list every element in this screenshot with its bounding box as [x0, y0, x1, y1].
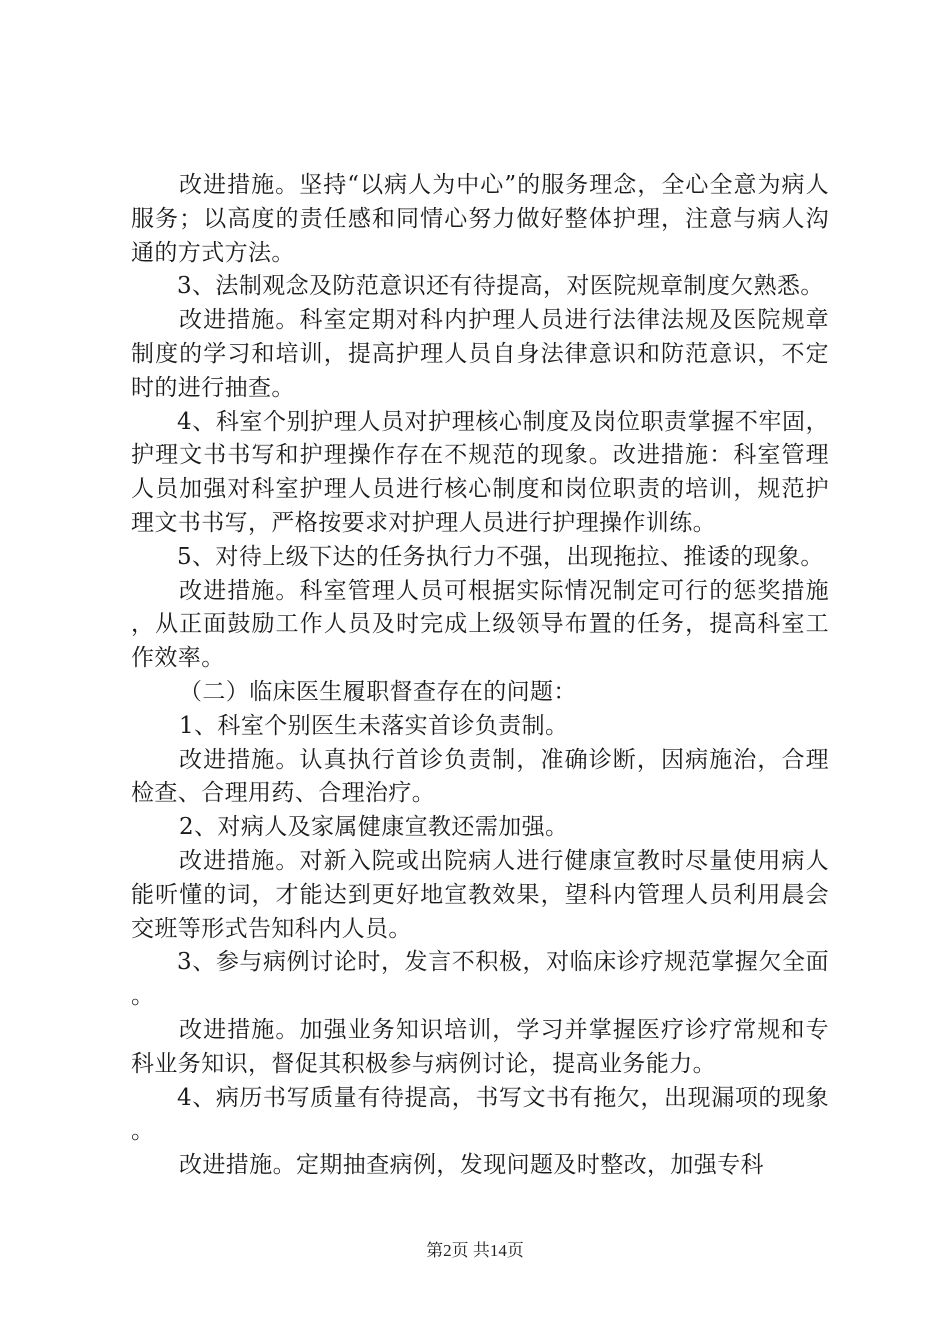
paragraph-issue: 4、科室个别护理人员对护理核心制度及岗位职责掌握不牢固，护理文书书写和护理操作存在不规范的现象。改进措施：科室管理人员加强对科室护理人员进行核心制度和岗位职责的培训，规范护理文书书写，严格按要求对护理人员进行护理操作训练。 — [131, 408, 829, 536]
document-body — [131, 169, 829, 1183]
section-heading: （二）临床医生履职督查存在的问题： — [179, 678, 577, 705]
paragraph-issue: 4、病历书写质量有待提高，书写文书有拖欠，出现漏项的现象。 — [131, 1084, 829, 1145]
paragraph-measure: 改进措施。科室定期对科内护理人员进行法律法规及医院规章制度的学习和培训，提高护理人员自身法律意识和防范意识，不定时的进行抽查。 — [131, 307, 829, 401]
paragraph-issue: 1、科室个别医生未落实首诊负责制。 — [179, 712, 569, 739]
paragraph-issue: 5、对待上级下达的任务执行力不强，出现拖拉、推诿的现象。 — [177, 543, 824, 570]
paragraph-issue: 3、法制观念及防范意识还有待提高，对医院规章制度欠熟悉。 — [177, 273, 824, 300]
paragraph-issue: 2、对病人及家属健康宣教还需加强。 — [179, 814, 569, 841]
page-number-footer: 第2页 共14页 — [426, 1241, 524, 1260]
paragraph-measure: 改进措施。坚持“以病人为中心”的服务理念，全心全意为病人服务；以高度的责任感和同情心努力做好整体护理，注意与病人沟通的方式方法。 — [131, 172, 829, 266]
paragraph-measure: 改进措施。认真执行首诊负责制，准确诊断，因病施治，合理检查、合理用药、合理治疗。 — [131, 746, 829, 807]
paragraph-measure: 改进措施。定期抽查病例，发现问题及时整改，加强专科 — [179, 1152, 764, 1179]
paragraph-measure: 改进措施。科室管理人员可根据实际情况制定可行的惩奖措施，从正面鼓励工作人员及时完成上级领导布置的任务，提高科室工作效率。 — [131, 577, 829, 672]
paragraph-measure: 改进措施。加强业务知识培训，学习并掌握医疗诊疗常规和专科业务知识，督促其积极参与病例讨论，提高业务能力。 — [131, 1016, 829, 1077]
paragraph-measure: 改进措施。对新入院或出院病人进行健康宣教时尽量使用病人能听懂的词，才能达到更好地宣教效果，望科内管理人员利用晨会交班等形式告知科内人员。 — [131, 847, 829, 942]
paragraph-issue: 3、参与病例讨论时，发言不积极，对临床诊疗规范掌握欠全面。 — [131, 949, 829, 1010]
